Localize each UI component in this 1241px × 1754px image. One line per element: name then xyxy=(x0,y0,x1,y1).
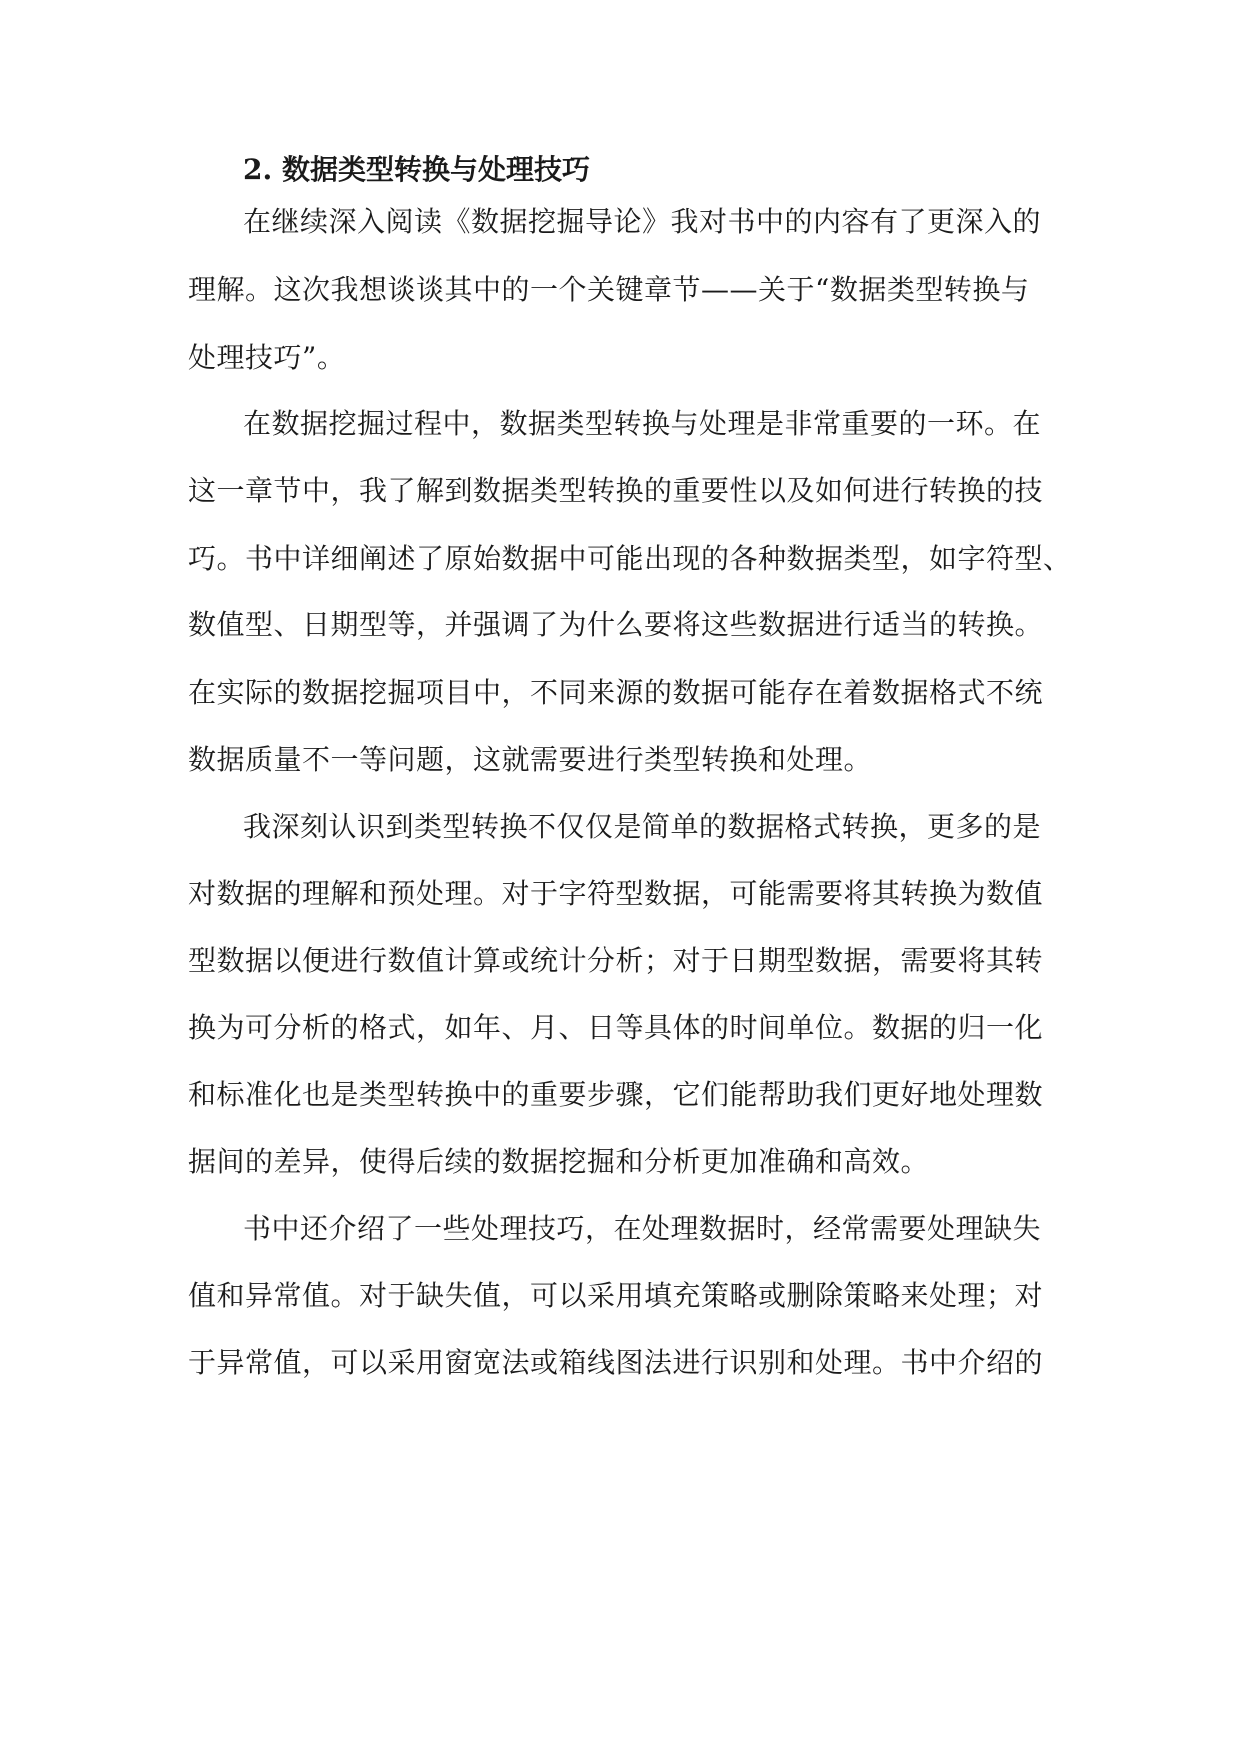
paragraph-line: 型数据以便进行数值计算或统计分析；对于日期型数据，需要将其转 xyxy=(188,944,1044,977)
paragraph-line: 巧。书中详细阐述了原始数据中可能出现的各种数据类型，如字符型、 xyxy=(188,542,1072,575)
paragraph-line: 在继续深入阅读《数据挖掘导论》我对书中的内容有了更深入的 xyxy=(243,205,1042,238)
paragraph-line: 据间的差异，使得后续的数据挖掘和分析更加准确和高效。 xyxy=(188,1145,930,1178)
paragraph-line: 数据质量不一等问题，这就需要进行类型转换和处理。 xyxy=(188,743,873,776)
paragraph-line: 对数据的理解和预处理。对于字符型数据，可能需要将其转换为数值 xyxy=(188,877,1044,910)
paragraph-line: 值和异常值。对于缺失值，可以采用填充策略或删除策略来处理；对 xyxy=(188,1279,1044,1312)
paragraph-line: 我深刻认识到类型转换不仅仅是简单的数据格式转换，更多的是 xyxy=(243,810,1042,843)
paragraph-line: 理解。这次我想谈谈其中的一个关键章节——关于“数据类型转换与 xyxy=(188,273,1030,306)
paragraph-line: 于异常值，可以采用窗宽法或箱线图法进行识别和处理。书中介绍的 xyxy=(188,1346,1044,1379)
paragraph-line: 和标准化也是类型转换中的重要步骤，它们能帮助我们更好地处理数 xyxy=(188,1078,1044,1111)
paragraph-line: 在实际的数据挖掘项目中，不同来源的数据可能存在着数据格式不统 xyxy=(188,676,1044,709)
paragraph-line: 在数据挖掘过程中，数据类型转换与处理是非常重要的一环。在 xyxy=(243,407,1042,440)
paragraph-line: 处理技巧”。 xyxy=(188,341,346,374)
paragraph-line: 数值型、日期型等，并强调了为什么要将这些数据进行适当的转换。 xyxy=(188,608,1044,641)
paragraph-line: 书中还介绍了一些处理技巧，在处理数据时，经常需要处理缺失 xyxy=(243,1212,1042,1245)
paragraph-line: 换为可分析的格式，如年、月、日等具体的时间单位。数据的归一化 xyxy=(188,1011,1044,1044)
paragraph-line: 这一章节中，我了解到数据类型转换的重要性以及如何进行转换的技 xyxy=(188,474,1044,507)
section-heading: 2. 数据类型转换与处理技巧 xyxy=(243,153,590,186)
